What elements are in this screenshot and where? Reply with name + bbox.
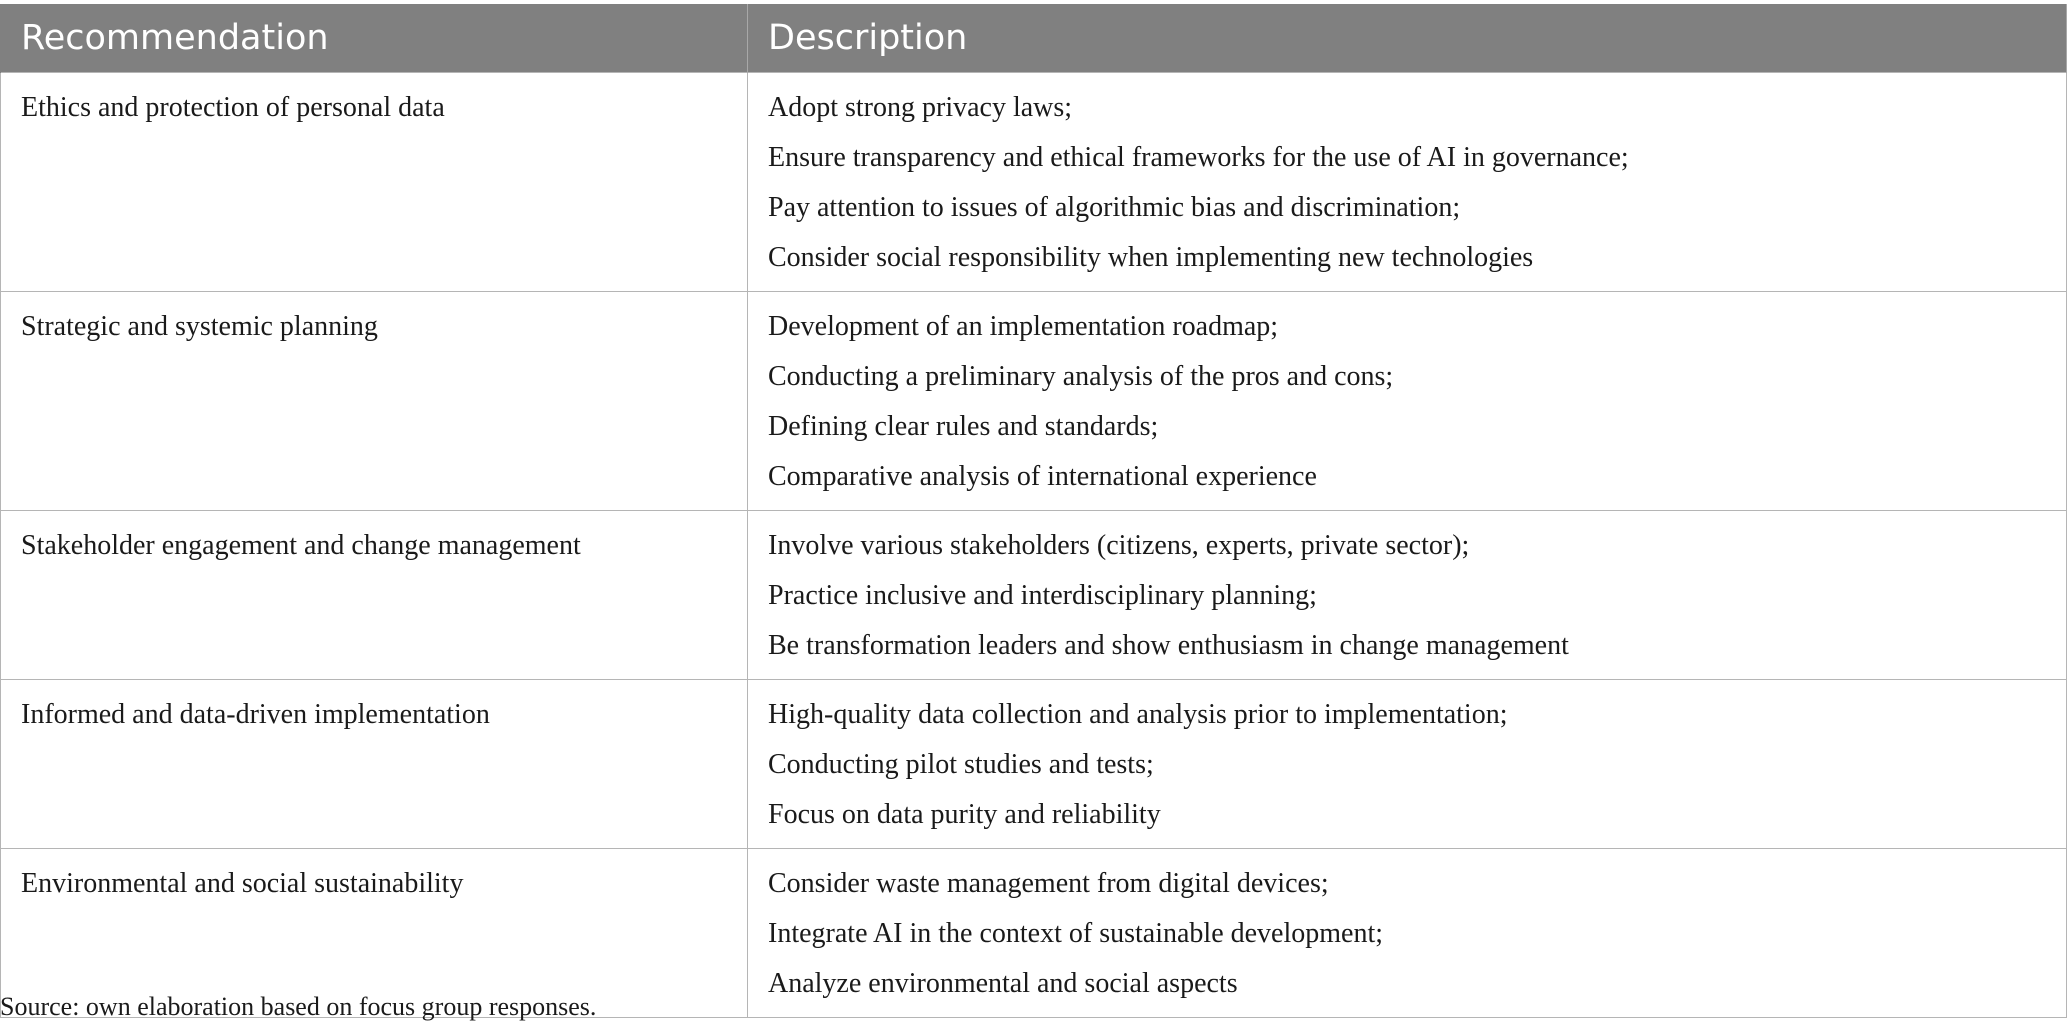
table-row xyxy=(1,511,2067,680)
description-line: Consider social responsibility when implementing new technologies xyxy=(768,242,1534,273)
description-cell xyxy=(748,849,2067,1018)
description-line: Consider waste management from digital devices; xyxy=(768,868,1329,899)
description-line: Practice inclusive and interdisciplinary planning; xyxy=(768,580,1317,611)
description-line: Focus on data purity and reliability xyxy=(768,799,1161,830)
description-cell xyxy=(748,292,2067,511)
table-header-row xyxy=(1,4,2067,73)
source-note: Source: own elaboration based on focus group responses. xyxy=(0,992,597,1021)
recommendation-cell: Stakeholder engagement and change management xyxy=(1,511,748,680)
description-line: Pay attention to issues of algorithmic bias and discrimination; xyxy=(768,192,1461,223)
description-line: Conducting pilot studies and tests; xyxy=(768,749,1154,780)
description-line: High-quality data collection and analysis prior to implementation; xyxy=(768,699,1508,730)
description-line: Analyze environmental and social aspects xyxy=(768,968,1238,999)
description-line: Involve various stakeholders (citizens, experts, private sector); xyxy=(768,530,1470,561)
description-line: Be transformation leaders and show enthusiasm in change management xyxy=(768,630,1569,661)
description-line: Defining clear rules and standards; xyxy=(768,411,1159,442)
description-cell xyxy=(748,73,2067,292)
description-line: Comparative analysis of international experience xyxy=(768,461,1317,492)
recommendations-table-container xyxy=(0,4,2067,1018)
description-line: Conducting a preliminary analysis of the pros and cons; xyxy=(768,361,1394,392)
description-cell xyxy=(748,511,2067,680)
column-header-description: Description xyxy=(748,4,2067,73)
table-row xyxy=(1,292,2067,511)
description-line: Adopt strong privacy laws; xyxy=(768,92,1073,123)
column-header-recommendation: Recommendation xyxy=(1,4,748,73)
recommendations-table xyxy=(0,4,2067,1018)
description-line: Ensure transparency and ethical frameworks for the use of AI in governance; xyxy=(768,142,1629,173)
recommendation-cell: Strategic and systemic planning xyxy=(1,292,748,511)
recommendation-cell: Ethics and protection of personal data xyxy=(1,73,748,292)
description-cell xyxy=(748,680,2067,849)
table-row xyxy=(1,680,2067,849)
table-row xyxy=(1,73,2067,292)
recommendation-cell: Environmental and social sustainability xyxy=(1,849,748,1018)
description-line: Integrate AI in the context of sustainable development; xyxy=(768,918,1384,949)
recommendation-cell: Informed and data-driven implementation xyxy=(1,680,748,849)
description-line: Development of an implementation roadmap; xyxy=(768,311,1279,342)
